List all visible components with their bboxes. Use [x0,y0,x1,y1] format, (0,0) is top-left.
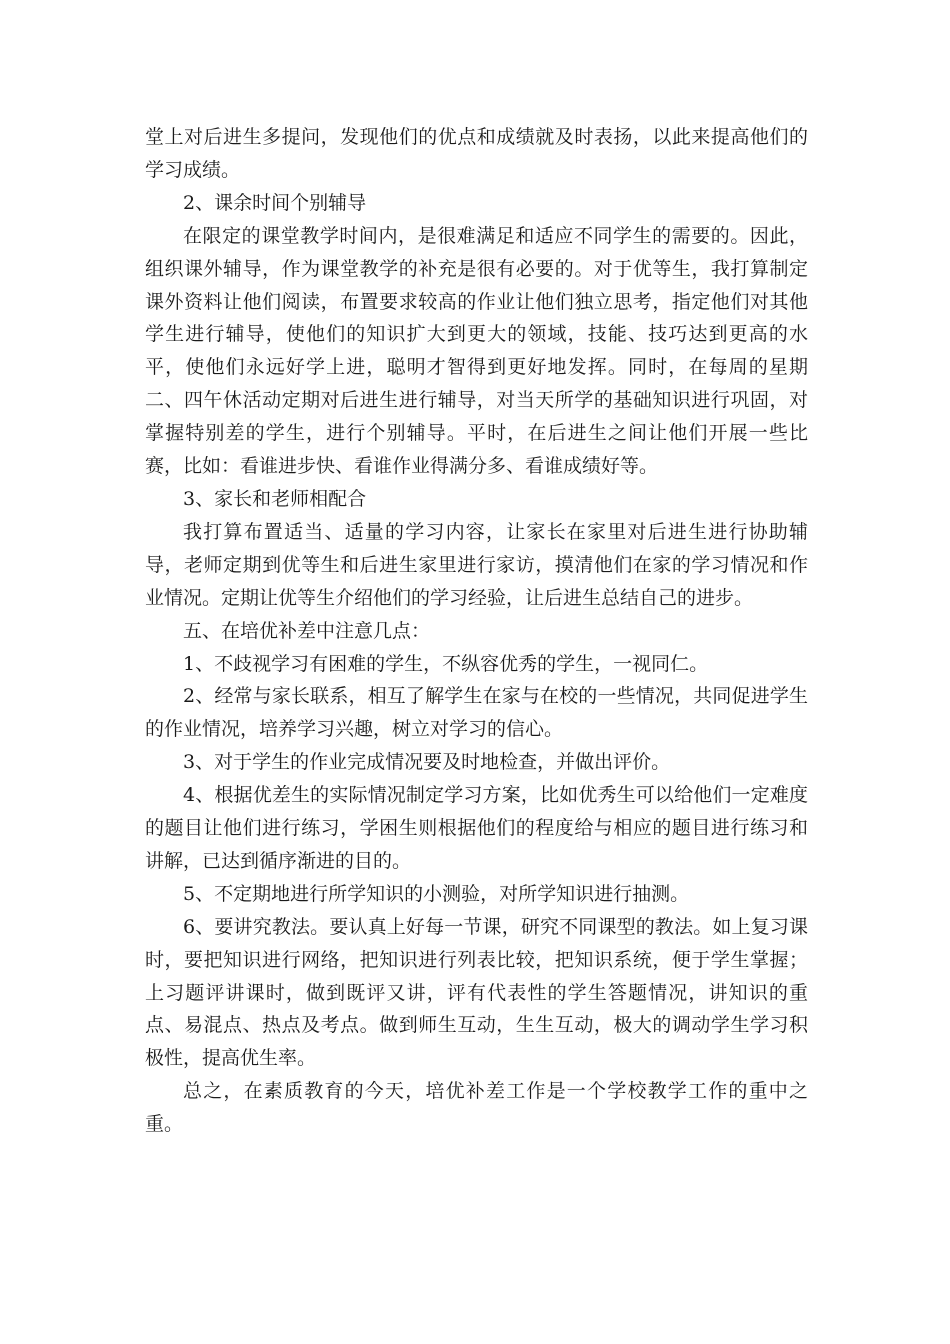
section-heading-parents: 3、家长和老师相配合 [183,487,367,510]
list-item: 2、经常与家长联系，相互了解学生在家与在校的一些情况，共同促进学生的作业情况，培养学习兴趣，树立对学习的信心。 [145,685,808,741]
paragraph-tutoring: 在限定的课堂教学时间内，是很难满足和适应不同学生的需要的。因此，组织课外辅导，作为课堂教学的补充是很有必要的。对于优等生，我打算制定课外资料让他们阅读，布置要求较高的作业让他们独立思考，指定他们对其他学生进行辅导，使他们的知识扩大到更大的领域，技能、技巧达到更高的水平，使他们永远好学上进，聪明才智得到更好地发挥。同时，在每周的星期二、四午休活动定期对后进生进行辅导，对当天所学的基础知识进行巩固，对掌握特别差的学生，进行个别辅导。平时，在后进生之间让他们开展一些比赛，比如：看谁进步快、看谁作业得满分多、看谁成绩好等。 [145,224,808,478]
list-item: 6、要讲究教法。要认真上好每一节课，研究不同课型的教法。如上复习课时，要把知识进行网络，把知识进行列表比较，把知识系统，便于学生掌握；上习题评讲课时，做到既评又讲，评有代表性的学生答题情况，讲知识的重点、易混点、热点及考点。做到师生互动，生生互动，极大的调动学生学习积极性，提高优生率。 [145,915,808,1070]
paragraph-parents: 我打算布置适当、适量的学习内容，让家长在家里对后进生进行协助辅导，老师定期到优等生和后进生家里进行家访，摸清他们在家的学习情况和作业情况。定期让优等生介绍他们的学习经验，让后进生总结自己的进步。 [145,520,808,609]
section-heading-tutoring: 2、课余时间个别辅导 [183,191,367,214]
list-item: 4、根据优差生的实际情况制定学习方案，比如优秀生可以给他们一定难度的题目让他们进行练习，学困生则根据他们的程度给与相应的题目进行练习和讲解，已达到循序渐进的目的。 [145,784,808,872]
paragraph-continuation: 堂上对后进生多提问，发现他们的优点和成绩就及时表扬，以此来提高他们的学习成绩。 [145,126,808,181]
section-heading-notes: 五、在培优补差中注意几点： [183,619,431,642]
list-item: 3、对于学生的作业完成情况要及时地检查，并做出评价。 [183,751,671,774]
document-body [145,121,808,1141]
list-item: 5、不定期地进行所学知识的小测验，对所学知识进行抽测。 [183,882,690,905]
paragraph-conclusion: 总之，在素质教育的今天，培优补差工作是一个学校教学工作的重中之重。 [145,1080,808,1136]
list-item: 1、不歧视学习有困难的学生，不纵容优秀的学生，一视同仁。 [183,652,709,675]
